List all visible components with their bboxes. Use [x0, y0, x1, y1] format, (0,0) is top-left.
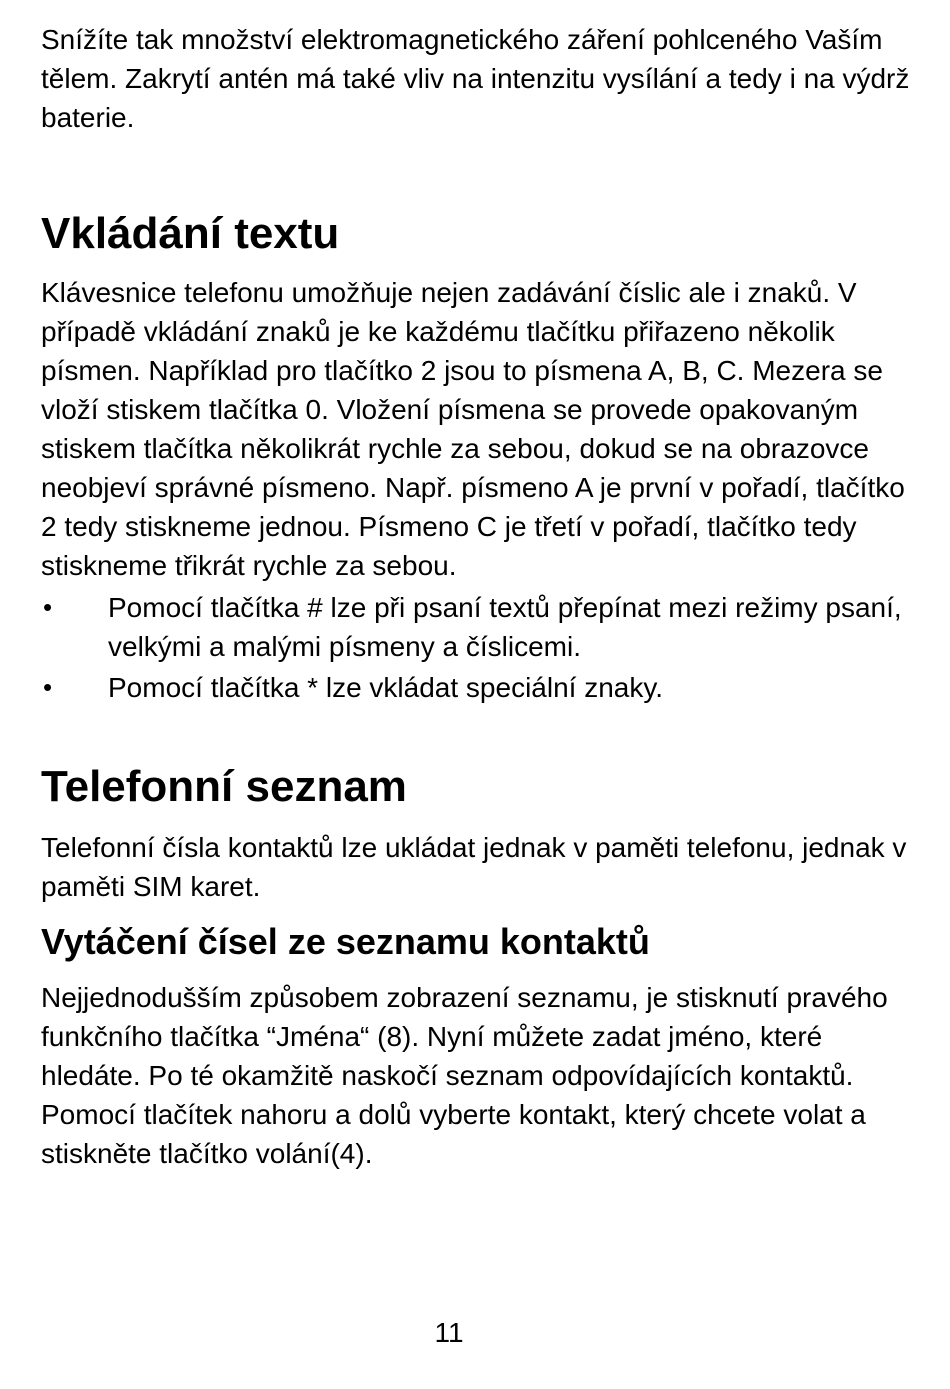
- phonebook-paragraph: Telefonní čísla kontaktů lze ukládat jednak v paměti telefonu, jednak v paměti SIM karet.: [41, 832, 907, 902]
- dialing-paragraph-1: Nejjednodušším způsobem zobrazení seznamu, je stisknutí pravého funkčního tlačítka “Jména“ (8). Nyní můžete zadat jméno, které hledáte. Po té okamžitě naskočí seznam odpovídajících kontaktů.: [41, 982, 888, 1091]
- bullet-text: Pomocí tlačítka # lze při psaní textů přepínat mezi režimy psaní, velkými a malými písmeny a číslicemi.: [108, 592, 902, 662]
- bullet-icon: •: [43, 672, 53, 702]
- heading-phonebook: Telefonní seznam: [41, 762, 407, 811]
- document-page: [41, 20, 921, 1173]
- list-item: [41, 668, 921, 707]
- text-entry-bullet-list: [41, 588, 921, 707]
- heading-text-entry: Vkládání textu: [41, 209, 340, 258]
- bullet-icon: •: [43, 592, 53, 622]
- dialing-paragraph-2: Pomocí tlačítek nahoru a dolů vyberte kontakt, který chcete volat a stiskněte tlačítko volání(4).: [41, 1099, 866, 1169]
- page-number: 11: [434, 1317, 464, 1348]
- list-item: [41, 588, 921, 666]
- text-entry-paragraph: Klávesnice telefonu umožňuje nejen zadávání číslic ale i znaků. V případě vkládání znaků je ke každému tlačítku přiřazeno několik písmen. Například pro tlačítko 2 jsou to písmena A, B, C. Mezera se vloží stiskem tlačítka 0. Vložení písmena se provede opakovaným stiskem tlačítka několikrát rychle za sebou, dokud se na obrazovce neobjeví správné písmeno. Např. písmeno A je první v pořadí, tlačítko 2 tedy stiskneme jednou. Písmeno C je třetí v pořadí, tlačítko tedy stiskneme třikrát rychle za sebou.: [41, 277, 905, 581]
- heading-dialing-from-contacts: Vytáčení čísel ze seznamu kontaktů: [41, 921, 650, 962]
- bullet-text: Pomocí tlačítka * lze vkládat speciální znaky.: [108, 672, 664, 703]
- intro-paragraph: Snížíte tak množství elektromagnetického záření pohlceného Vaším tělem. Zakrytí antén má také vliv na intenzitu vysílání a tedy i na výdrž baterie.: [41, 24, 910, 133]
